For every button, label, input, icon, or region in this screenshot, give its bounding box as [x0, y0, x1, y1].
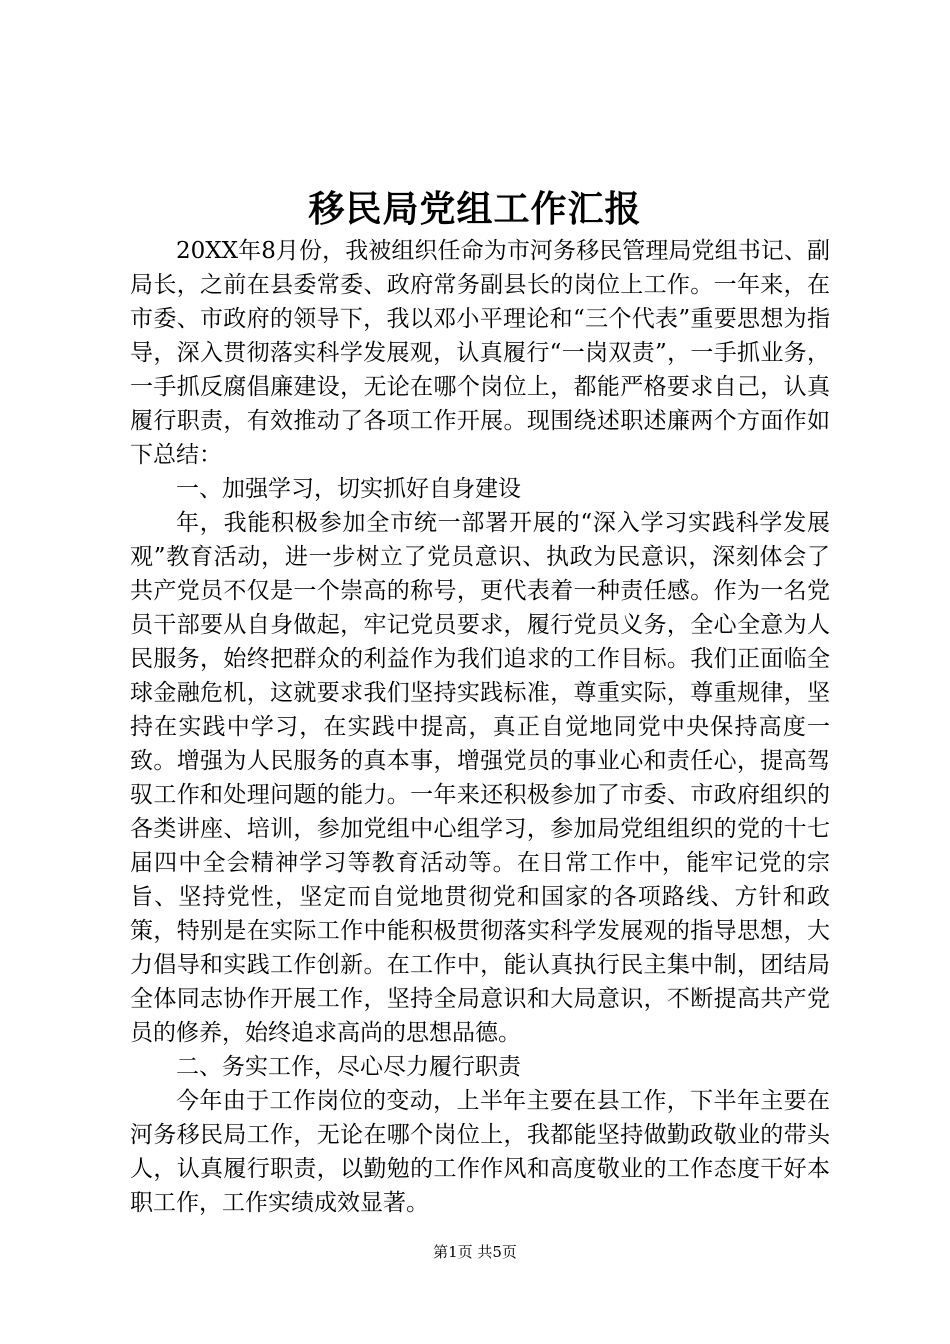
paragraph-study: 年，我能积极参加全市统一部署开展的“深入学习实践科学发展观”教育活动，进一步树立了党员意识、执政为民意识，深刻体会了共产党员不仅是一个崇高的称号，更代表着一种责任感。作为一名党员干部要从自身做起，牢记党员要求，履行党员义务，全心全意为人民服务，始终把群众的利益作为我们追求的工作目标。我们正面临全球金融危机，这就要求我们坚持实践标准，尊重实际，尊重规律，坚持在实践中学习，在实践中提高，真正自觉地同党中央保持高度一致。增强为人民服务的真本事，增强党员的事业心和责任心，提高驾驭工作和处理问题的能力。一年来还积极参加了市委、市政府组织的各类讲座、培训，参加党组中心组学习，参加局党组组织的党的十七届四中全会精神学习等教育活动等。在日常工作中，能牢记党的宗旨、坚持党性，坚定而自觉地贯彻党和国家的各项路线、方针和政策，特别是在实际工作中能积极贯彻落实科学发展观的指导思想，大力倡导和实践工作创新。在工作中，能认真执行民主集中制，团结局全体同志协作开展工作，坚持全局意识和大局意识，不断提高共产党员的修养，始终追求高尚的思想品德。 — [130, 510, 830, 1046]
page-footer: 第1页 共5页 — [433, 1243, 517, 1261]
paragraph-work: 今年由于工作岗位的变动，上半年主要在县工作，下半年主要在河务移民局工作，无论在哪个岗位上，我都能坚持做勤政敬业的带头人，认真履行职责，以勤勉的工作作风和高度敬业的工作态度干好本职工作，工作实绩成效显著。 — [130, 1088, 830, 1216]
document-title: 移民局党组工作汇报 — [308, 188, 642, 230]
paragraph-intro: 20XX年8月份，我被组织任命为市河务移民管理局党组书记、副局长，之前在县委常委、政府常务副县长的岗位上工作。一年来，在市委、市政府的领导下，我以邓小平理论和“三个代表”重要思想为指导，深入贯彻落实科学发展观，认真履行“一岗双责”，一手抓业务，一手抓反腐倡廉建设，无论在哪个岗位上，都能严格要求自己，认真履行职责，有效推动了各项工作开展。现围绕述职述廉两个方面作如下总结： — [130, 238, 830, 468]
document-body — [130, 234, 830, 1220]
section-heading-2: 二、务实工作，尽心尽力履行职责 — [176, 1054, 521, 1080]
section-heading-1: 一、加强学习，切实抓好自身建设 — [176, 476, 521, 502]
